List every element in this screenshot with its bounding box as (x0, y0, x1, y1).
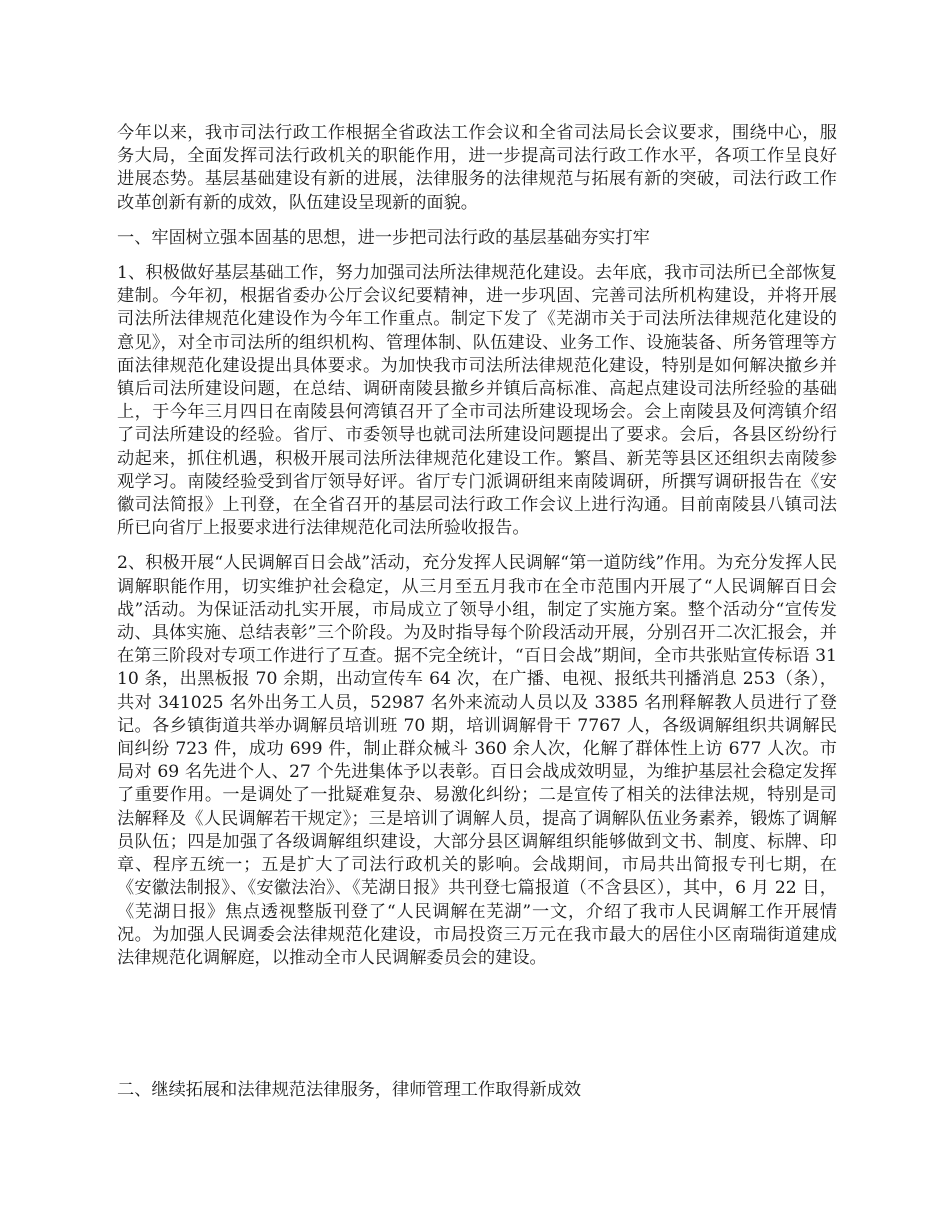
intro-paragraph: 今年以来，我市司法行政工作根据全省政法工作会议和全省司法局长会议要求，围绕中心，服务大局，全面发挥司法行政机关的职能作用，进一步提高司法行政工作水平，各项工作呈良好进展态势。基层基础建设有新的进展，法律服务的法律规范与拓展有新的突破，司法行政工作改革创新有新的成效，队伍建设呈现新的面貌。 (117, 123, 837, 213)
item-2-paragraph: 2、积极开展“人民调解百日会战”活动，充分发挥人民调解“第一道防线”作用。为充分发挥人民调解职能作用，切实维护社会稳定，从三月至五月我市在全市范围内开展了“人民调解百日会战”活动。为保证活动扎实开展，市局成立了领导小组，制定了实施方案。整个活动分“宣传发动、具体实施、总结表彰”三个阶段。为及时指导每个阶段活动开展，分别召开二次汇报会，并在第三阶段对专项工作进行了互查。据不完全统计，“百日会战”期间，全市共张贴宣传标语 3110 条，出黑板报 70 余期，出动宣传车 64 次，在广播、电视、报纸共刊播消息 253（条），共对 341025 名外出务工人员，52987 名外来流动人员以及 3385 名刑释解教人员进行了登记。各乡镇街道共举办调解员培训班 70 期，培训调解骨干 7767 人，各级调解组织共调解民间纠纷 723 件，成功 699 件，制止群众械斗 360 余人次，化解了群体性上访 677 人次。市局对 69 名先进个人、27 个先进集体予以表彰。百日会战成效明显，为维护基层社会稳定发挥了重要作用。一是调处了一批疑难复杂、易激化纠纷；二是宣传了相关的法律法规，特别是司法解释及《人民调解若干规定》；三是培训了调解人员，提高了调解队伍业务素养，锻炼了调解员队伍；四是加强了各级调解组织建设，大部分县区调解组织能够做到文书、制度、标牌、印章、程序五统一；五是扩大了司法行政机关的影响。会战期间，市局共出简报专刊七期，在《安徽法制报》、《安徽法治》、《芜湖日报》共刊登七篇报道（不含县区），其中，6 月 22 日，《芜湖日报》焦点透视整版刊登了“人民调解在芜湖”一文，介绍了我市人民调解工作开展情况。为加强人民调委会法律规范化建设，市局投资三万元在我市最大的居住小区南瑞街道建成法律规范化调解庭，以推动全市人民调解委员会的建设。 (117, 553, 837, 968)
blank-space (117, 982, 837, 1079)
section-2-heading: 二、继续拓展和法律规范法律服务，律师管理工作取得新成效 (117, 1080, 582, 1101)
item-1-paragraph: 1、积极做好基层基础工作，努力加强司法所法律规范化建设。去年底，我市司法所已全部恢复建制。今年初，根据省委办公厅会议纪要精神，进一步巩固、完善司法所机构建设，并将开展司法所法律规范化建设作为今年工作重点。制定下发了《芜湖市关于司法所法律规范化建设的意见》，对全市司法所的组织机构、管理体制、队伍建设、业务工作、设施装备、所务管理等方面法律规范化建设提出具体要求。为加快我市司法所法律规范化建设，特别是如何解决撤乡并镇后司法所建设问题，在总结、调研南陵县撤乡并镇后高标准、高起点建设司法所经验的基础上，于今年三月四日在南陵县何湾镇召开了全市司法所建设现场会。会上南陵县及何湾镇介绍了司法所建设的经验。省厅、市委领导也就司法所建设问题提出了要求。会后，各县区纷纷行动起来，抓住机遇，积极开展司法所法律规范化建设工作。繁昌、新芜等县区还组织去南陵参观学习。南陵经验受到省厅领导好评。省厅专门派调研组来南陵调研，所撰写调研报告在《安徽司法简报》上刊登，在全省召开的基层司法行政工作会议上进行沟通。目前南陵县八镇司法所已向省厅上报要求进行法律规范化司法所验收报告。 (117, 263, 837, 539)
section-1-heading: 一、牢固树立强本固基的思想，进一步把司法行政的基层基础夯实打牢 (117, 227, 650, 248)
document-body (117, 122, 837, 1114)
